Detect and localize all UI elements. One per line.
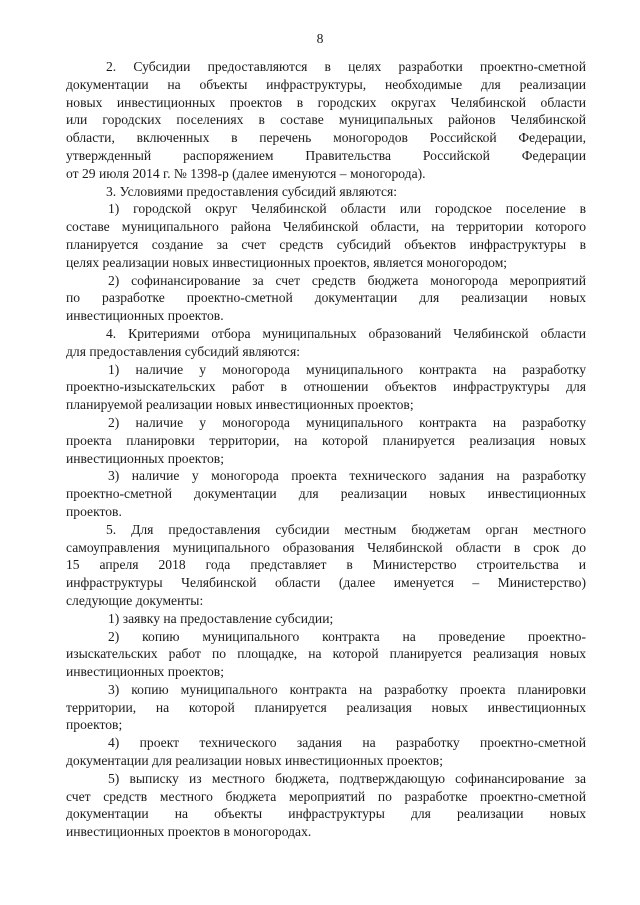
text-line: документации на объекты инфраструктуры, необходимые для реализации <box>66 76 586 92</box>
paragraph <box>66 183 586 201</box>
text-line: 3. Условиями предоставления субсидий являются: <box>106 183 398 199</box>
text-line: 2. Субсидии предоставляются в целях разработки проектно-сметной <box>106 59 586 74</box>
text-line: области, включенных в перечень моногородов Российской Федерации, <box>66 130 586 146</box>
text-line: планируемой реализации новых инвестиционных проектов; <box>66 397 414 413</box>
text-line: изыскательских работ по площадке, на которой планируется реализация новых <box>66 646 586 662</box>
text-line: составе муниципального района Челябинской области, на территории которого <box>66 219 586 235</box>
text-line: от 29 июля 2014 г. № 1398-р (далее именуются – моногорода). <box>66 165 426 181</box>
page-number: 8 <box>316 31 324 46</box>
text-line: целях реализации новых инвестиционных проектов, является моногородом; <box>66 254 508 270</box>
paragraph <box>66 361 586 414</box>
text-line: проектов. <box>66 503 122 519</box>
text-line: 2) наличие у моногорода муниципального контракта на разработку <box>108 414 586 430</box>
text-line: инвестиционных проектов. <box>66 308 224 324</box>
text-line: 1) городской округ Челябинской области или городское поселение в <box>108 201 586 217</box>
text-line: 15 апреля 2018 года представляет в Министерство строительства и <box>66 557 586 573</box>
text-line: инвестиционных проектов в моногородах. <box>66 824 312 840</box>
text-line: счет средств местного бюджета мероприятий по разработке проектно-сметной <box>66 788 586 804</box>
paragraph <box>66 414 586 467</box>
text-line: документации для реализации новых инвестиционных проектов; <box>66 753 444 769</box>
text-line: утвержденный распоряжением Правительства Российской Федерации <box>66 147 586 163</box>
paragraph <box>66 272 586 325</box>
paragraph <box>66 467 586 520</box>
text-line: территории, на которой планируется реализация новых инвестиционных <box>66 699 586 715</box>
document-body <box>66 58 586 841</box>
paragraph <box>66 734 586 770</box>
text-line: 5. Для предоставления субсидии местным бюджетам орган местного <box>106 521 586 537</box>
paragraph <box>66 628 586 681</box>
text-line: проекта планировки территории, на которой планируется реализация новых <box>66 432 586 448</box>
paragraph <box>66 58 586 183</box>
text-line: 2) софинансирование за счет средств бюджета моногорода мероприятий <box>108 272 586 288</box>
text-line: 2) копию муниципального контракта на проведение проектно- <box>108 628 586 644</box>
paragraph <box>66 200 586 271</box>
text-line: новых инвестиционных проектов в городских округах Челябинской области <box>66 94 586 110</box>
text-line: 4. Критериями отбора муниципальных образований Челябинской области <box>106 325 586 341</box>
text-line: для предоставления субсидий являются: <box>66 343 300 359</box>
text-line: инвестиционных проектов; <box>66 450 224 466</box>
text-line: 1) наличие у моногорода муниципального контракта на разработку <box>108 361 586 377</box>
text-line: следующие документы: <box>66 592 204 608</box>
text-line: 3) копию муниципального контракта на разработку проекта планировки <box>108 681 586 697</box>
text-line: проектно-изыскательских работ в отношении объектов инфраструктуры для <box>66 379 586 395</box>
text-line: проектно-сметной документации для реализации новых инвестиционных <box>66 486 586 502</box>
text-line: проектов; <box>66 717 123 733</box>
text-line: инвестиционных проектов; <box>66 664 224 680</box>
paragraph <box>66 770 586 841</box>
text-line: 5) выписку из местного бюджета, подтверждающую софинансирование за <box>108 770 586 786</box>
paragraph <box>66 681 586 734</box>
paragraph <box>66 325 586 361</box>
text-line: документации на объекты инфраструктуры для реализации новых <box>66 806 586 822</box>
text-line: инфраструктуры Челябинской области (далее именуется – Министерство) <box>66 575 586 591</box>
text-line: планируется создание за счет средств субсидий объектов инфраструктуры в <box>66 236 586 252</box>
text-line: или городских поселениях в составе муниципальных районов Челябинской <box>66 112 586 128</box>
text-line: по разработке проектно-сметной документации для реализации новых <box>66 290 586 306</box>
text-line: самоуправления муниципального образования Челябинской области в срок до <box>66 539 586 555</box>
text-line: 1) заявку на предоставление субсидии; <box>108 610 334 626</box>
paragraph <box>66 521 586 610</box>
text-line: 3) наличие у моногорода проекта технического задания на разработку <box>108 468 586 484</box>
text-line: 4) проект технического задания на разработку проектно-сметной <box>108 735 586 751</box>
paragraph <box>66 610 586 628</box>
